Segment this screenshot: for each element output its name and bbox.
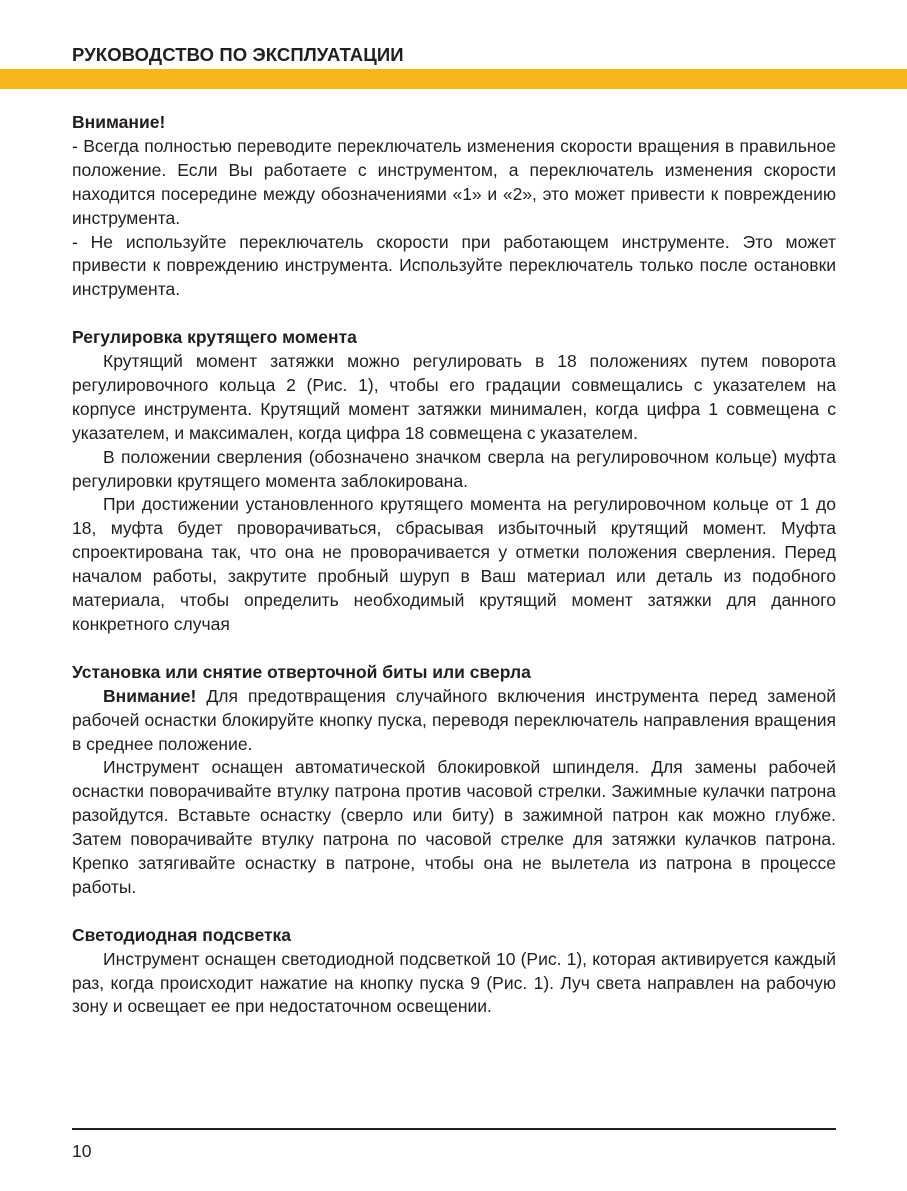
- section-heading: Установка или снятие отверточной биты или сверла: [72, 661, 531, 682]
- section-torque: [72, 326, 836, 637]
- body-paragraph: Крутящий момент затяжки можно регулировать в 18 положениях путем поворота регулировочного кольца 2 (Рис. 1), чтобы его градации совмещались с указателем на корпусе инструмента. Крутящий момент затяжки минимален, когда цифра 1 совмещена с указателем, и максимален, когда цифра 18 совмещена с указателем.: [72, 351, 836, 443]
- section-heading: Светодиодная подсветка: [72, 924, 292, 945]
- section-heading: Внимание!: [72, 112, 166, 132]
- section-attention: [72, 111, 836, 302]
- header-accent-band: [0, 69, 907, 89]
- warning-text: Для предотвращения случайного включения инструмента перед заменой рабочей оснастки блокируйте кнопку пуска, переводя переключатель направления вращения в среднее положение.: [72, 685, 836, 754]
- attention-line: - Всегда полностью переводите переключатель изменения скорости вращения в правильное положение. Если Вы работаете с инструментом, а переключатель изменения скорости находится посередине между обозначениями «1» и «2», это может привести к повреждению инструмента.: [72, 135, 836, 228]
- body-paragraph: Инструмент оснащен светодиодной подсветкой 10 (Рис. 1), которая активируется каждый раз, когда происходит нажатие на кнопку пуска 9 (Рис. 1). Луч света направлен на рабочую зону и освещает ее при недостаточном освещении.: [72, 948, 836, 1017]
- page-content: [72, 111, 836, 1043]
- page-header-title: РУКОВОДСТВО ПО ЭКСПЛУАТАЦИИ: [72, 44, 404, 65]
- page-number: 10: [72, 1141, 92, 1161]
- attention-line: - Не используйте переключатель скорости при работающем инструменте. Это может привести к повреждению инструмента. Используйте переключатель только после остановки инструмента.: [72, 231, 836, 300]
- section-bit-install: [72, 661, 836, 900]
- body-paragraph: В положении сверления (обозначено значком сверла на регулировочном кольце) муфта регулировки крутящего момента заблокирована.: [72, 446, 836, 491]
- footer-divider: [72, 1128, 836, 1130]
- warning-paragraph: [72, 685, 836, 757]
- section-heading: Регулировка крутящего момента: [72, 327, 357, 348]
- section-led: [72, 924, 836, 1020]
- body-paragraph: При достижении установленного крутящего момента на регулировочном кольце от 1 до 18, муфта будет проворачиваться, сбрасывая избыточный крутящий момент. Муфта спроектирована так, что она не проворачивается у отметки положения сверления. Перед началом работы, закрутите пробный шуруп в Ваш материал или деталь из подобного материала, чтобы определить необходимый крутящий момент затяжки для данного конкретного случая: [72, 494, 836, 635]
- body-paragraph: Инструмент оснащен автоматической блокировкой шпинделя. Для замены рабочей оснастки поворачивайте втулку патрона против часовой стрелки. Зажимные кулачки патрона разойдутся. Вставьте оснастку (сверло или биту) в зажимной патрон как можно глубже. Затем поворачивайте втулку патрона по часовой стрелке для затяжки кулачков патрона. Крепко затягивайте оснастку в патроне, чтобы она не вылетела из патрона в процессе работы.: [72, 757, 836, 897]
- warning-label: Внимание!: [103, 685, 197, 706]
